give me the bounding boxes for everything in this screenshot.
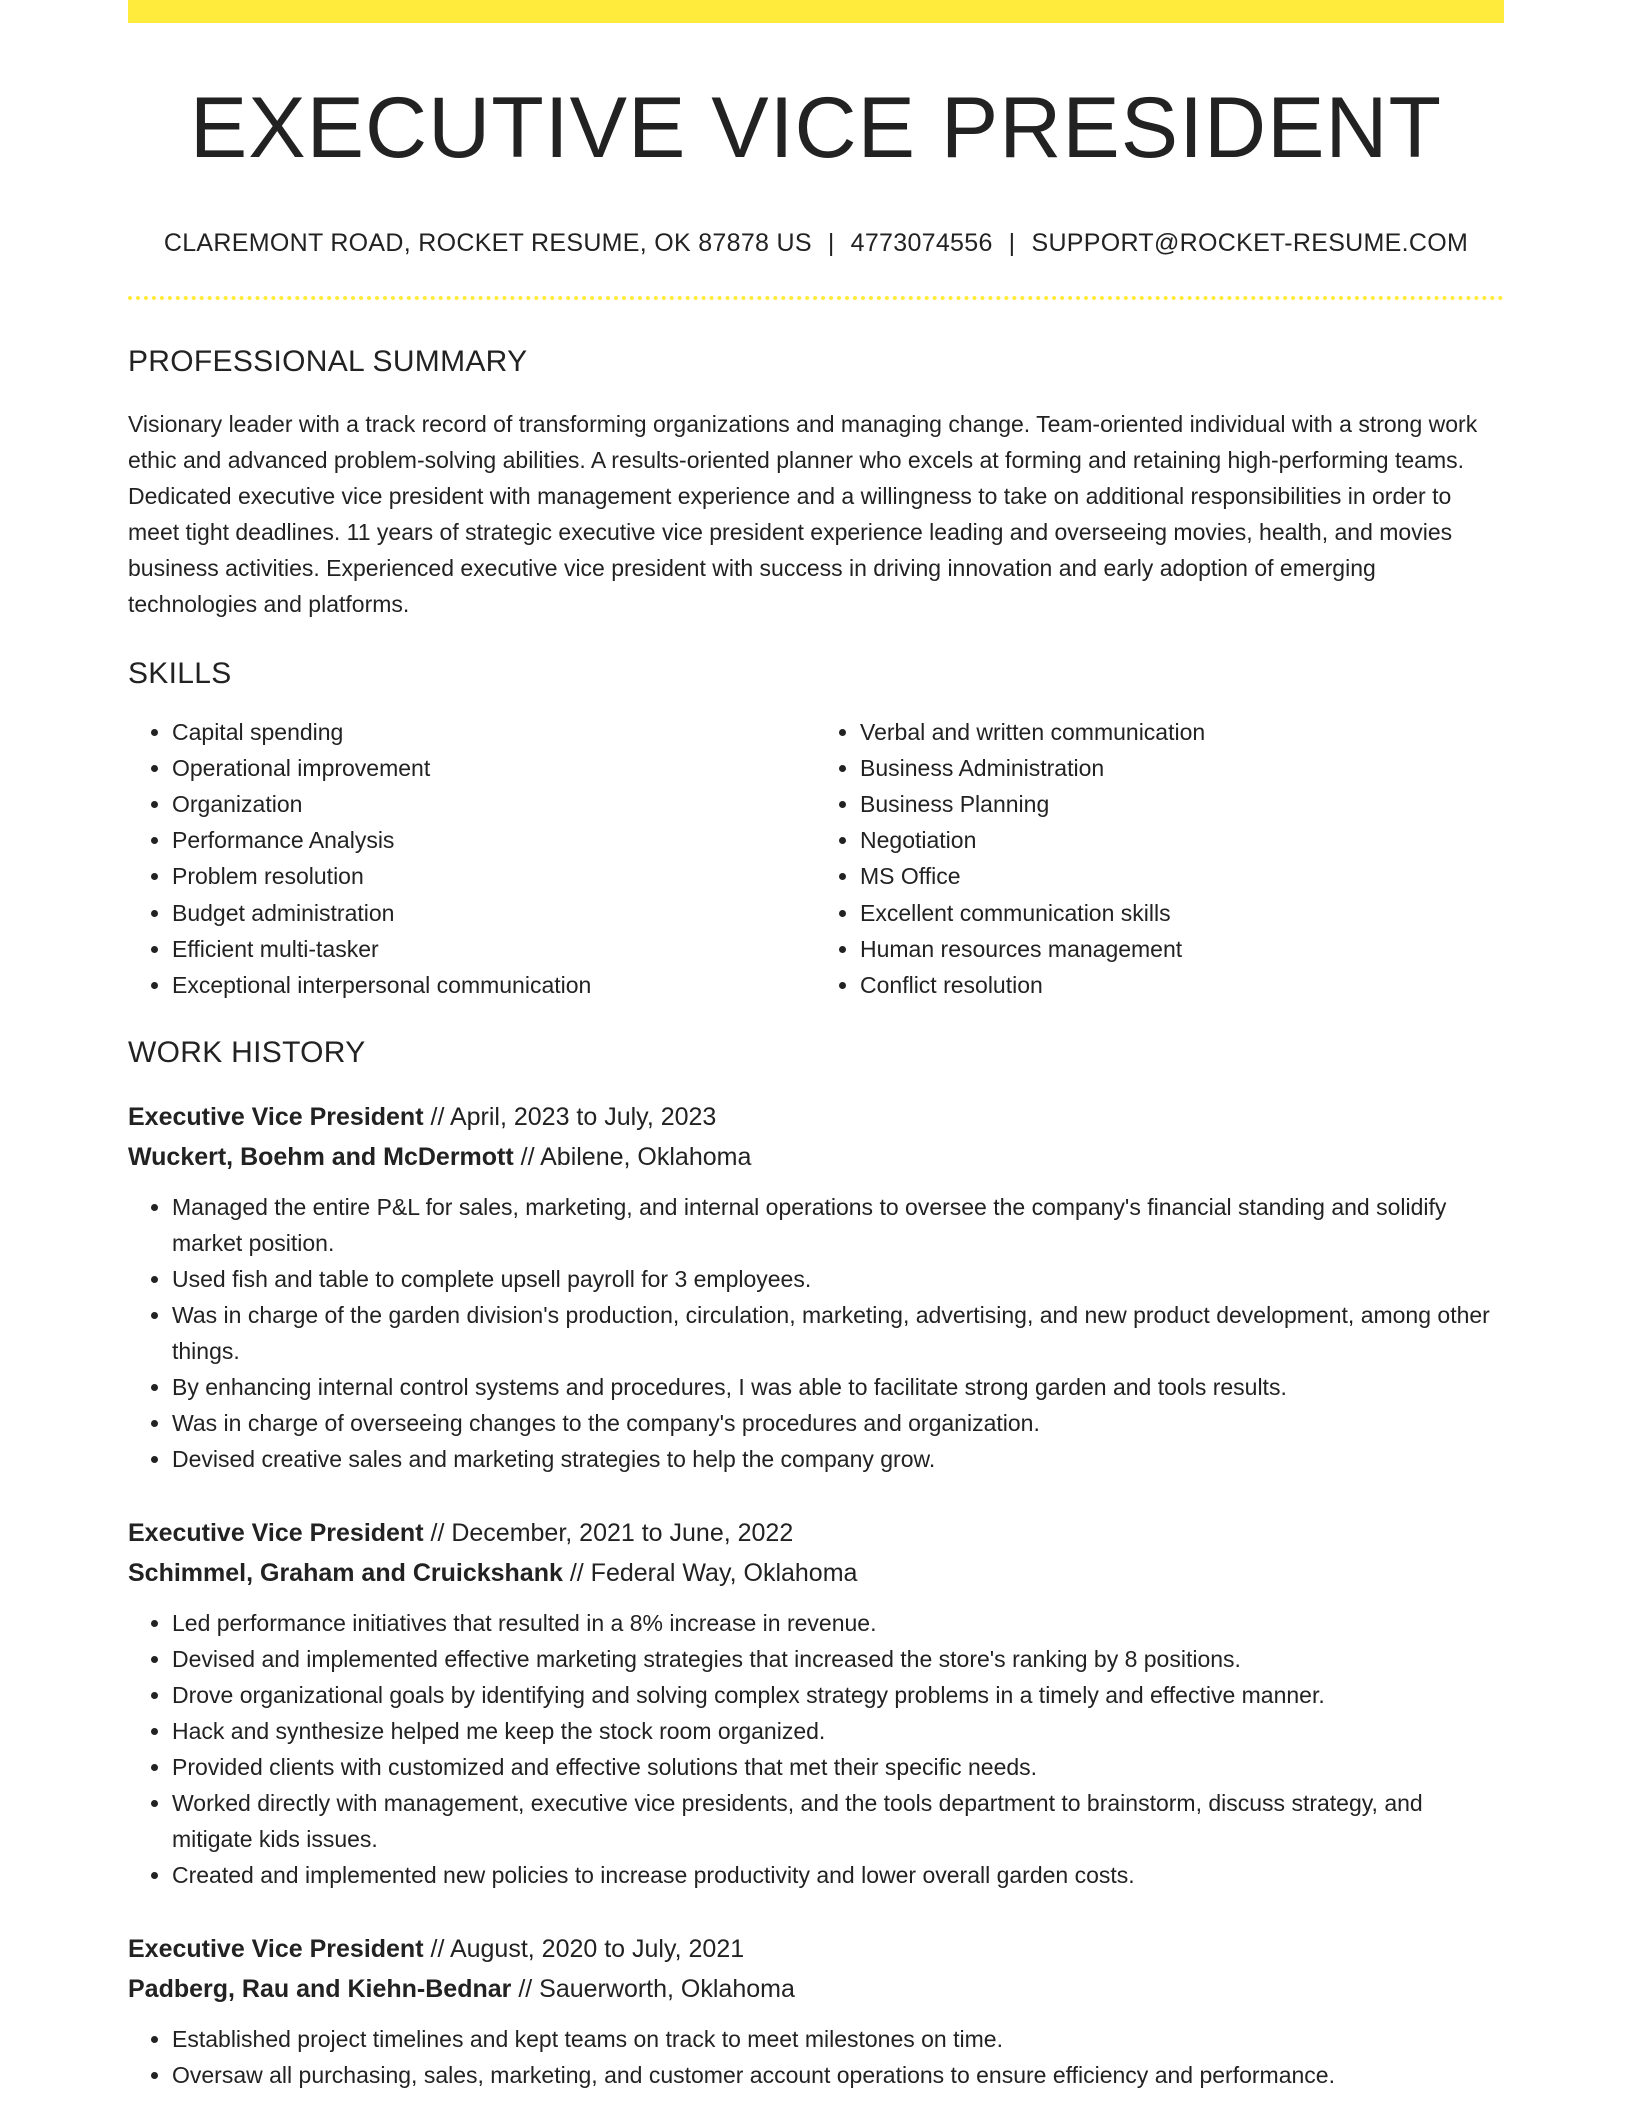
job-bullet: • By enhancing internal control systems and procedures, I was able to facilitate strong garden and tools results. xyxy=(172,1369,1504,1405)
contact-phone: 4773074556 xyxy=(850,228,993,257)
skills-column-right xyxy=(816,714,1504,1004)
job-entry xyxy=(128,1929,1504,2093)
contact-separator: | xyxy=(1008,228,1016,257)
summary-heading: PROFESSIONAL SUMMARY xyxy=(128,344,528,378)
job-bullet: • Established project timelines and kept teams on track to meet milestones on time. xyxy=(172,2021,1504,2057)
skill-item: • Excellent communication skills xyxy=(860,895,1504,931)
work-history-heading: WORK HISTORY xyxy=(128,1036,366,1070)
job-bullet: • Was in charge of overseeing changes to the company's procedures and organization. xyxy=(172,1405,1504,1441)
dotted-divider xyxy=(128,296,1504,300)
summary-text: Visionary leader with a track record of transforming organizations and managing change. Team-oriented individual with a strong work ethic and advanced problem-solving abilities. A results-oriented planner who excels at forming and retaining high-performing teams. Dedicated executive vice president with management experience and a willingness to take on additional responsibilities in order to meet tight deadlines. 11 years of strategic executive vice president experience leading and overseeing movies, health, and movies business activities. Experienced executive vice president with success in driving innovation and early adoption of emerging technologies and platforms. xyxy=(128,410,1478,617)
job-company: Wuckert, Boehm and McDermott xyxy=(128,1143,514,1172)
job-bullet: • Led performance initiatives that resulted in a 8% increase in revenue. xyxy=(172,1605,1504,1641)
job-bullet: • Provided clients with customized and effective solutions that met their specific needs. xyxy=(172,1749,1504,1785)
skill-item: • Conflict resolution xyxy=(860,967,1504,1003)
contact-email: SUPPORT@ROCKET-RESUME.COM xyxy=(1031,228,1469,257)
skill-item: • Budget administration xyxy=(172,895,816,931)
job-bullet: • Created and implemented new policies to increase productivity and lower overall garden costs. xyxy=(172,1857,1504,1893)
job-bullets xyxy=(128,2021,1504,2093)
skill-item: • Negotiation xyxy=(860,822,1504,858)
job-bullet: • Hack and synthesize helped me keep the stock room organized. xyxy=(172,1713,1504,1749)
job-dates: // August, 2020 to July, 2021 xyxy=(423,1935,745,1964)
skill-item: • MS Office xyxy=(860,858,1504,894)
job-bullet: • Oversaw all purchasing, sales, marketing, and customer account operations to ensure efficiency and performance. xyxy=(172,2057,1504,2093)
job-bullet: • Drove organizational goals by identifying and solving complex strategy problems in a timely and effective manner. xyxy=(172,1677,1504,1713)
job-location: // Sauerworth, Oklahoma xyxy=(511,1975,795,2004)
contact-separator: | xyxy=(827,228,835,257)
skills-column-left xyxy=(128,714,816,1004)
accent-bar xyxy=(128,0,1504,23)
job-location: // Federal Way, Oklahoma xyxy=(562,1559,858,1588)
job-dates: // December, 2021 to June, 2022 xyxy=(423,1519,794,1548)
job-company-line xyxy=(128,1969,1504,2009)
job-bullet: • Used fish and table to complete upsell payroll for 3 employees. xyxy=(172,1261,1504,1297)
skill-item: • Operational improvement xyxy=(172,750,816,786)
job-bullets xyxy=(128,1605,1504,1893)
skill-item: • Verbal and written communication xyxy=(860,714,1504,750)
job-bullet: • Worked directly with management, executive vice presidents, and the tools department to brainstorm, discuss strategy, and mitigate kids issues. xyxy=(172,1785,1504,1857)
page-title: EXECUTIVE VICE PRESIDENT xyxy=(189,80,1443,176)
job-bullet: • Devised and implemented effective marketing strategies that increased the store's ranking by 8 positions. xyxy=(172,1641,1504,1677)
job-bullets xyxy=(128,1189,1504,1477)
contact-line xyxy=(128,228,1504,258)
job-company: Padberg, Rau and Kiehn-Bednar xyxy=(128,1975,512,2004)
skill-item: • Efficient multi-tasker xyxy=(172,931,816,967)
skill-item: • Exceptional interpersonal communication xyxy=(172,967,816,1003)
contact-address: CLAREMONT ROAD, ROCKET RESUME, OK 87878 US xyxy=(163,228,812,257)
job-entry xyxy=(128,1097,1504,1477)
job-role: Executive Vice President xyxy=(128,1935,424,1964)
job-role-line xyxy=(128,1929,1504,1969)
job-role-line xyxy=(128,1513,1504,1553)
skills-list xyxy=(128,714,1504,1004)
skill-item: • Problem resolution xyxy=(172,858,816,894)
job-bullet: • Was in charge of the garden division's production, circulation, marketing, advertising, and new product development, among other things. xyxy=(172,1297,1504,1369)
job-bullet: • Managed the entire P&L for sales, marketing, and internal operations to oversee the company's financial standing and solidify market position. xyxy=(172,1189,1504,1261)
job-company-line xyxy=(128,1137,1504,1177)
resume-page xyxy=(128,0,1504,2093)
skill-item: • Business Planning xyxy=(860,786,1504,822)
skill-item: • Human resources management xyxy=(860,931,1504,967)
skills-heading: SKILLS xyxy=(128,656,232,690)
job-dates: // April, 2023 to July, 2023 xyxy=(423,1103,717,1132)
job-role-line xyxy=(128,1097,1504,1137)
skill-item: • Organization xyxy=(172,786,816,822)
job-bullet: • Devised creative sales and marketing strategies to help the company grow. xyxy=(172,1441,1504,1477)
job-role: Executive Vice President xyxy=(128,1103,424,1132)
skill-item: • Business Administration xyxy=(860,750,1504,786)
job-entry xyxy=(128,1513,1504,1893)
skill-item: • Performance Analysis xyxy=(172,822,816,858)
skill-item: • Capital spending xyxy=(172,714,816,750)
job-role: Executive Vice President xyxy=(128,1519,424,1548)
job-company: Schimmel, Graham and Cruickshank xyxy=(128,1559,563,1588)
job-company-line xyxy=(128,1553,1504,1593)
job-location: // Abilene, Oklahoma xyxy=(513,1143,752,1172)
